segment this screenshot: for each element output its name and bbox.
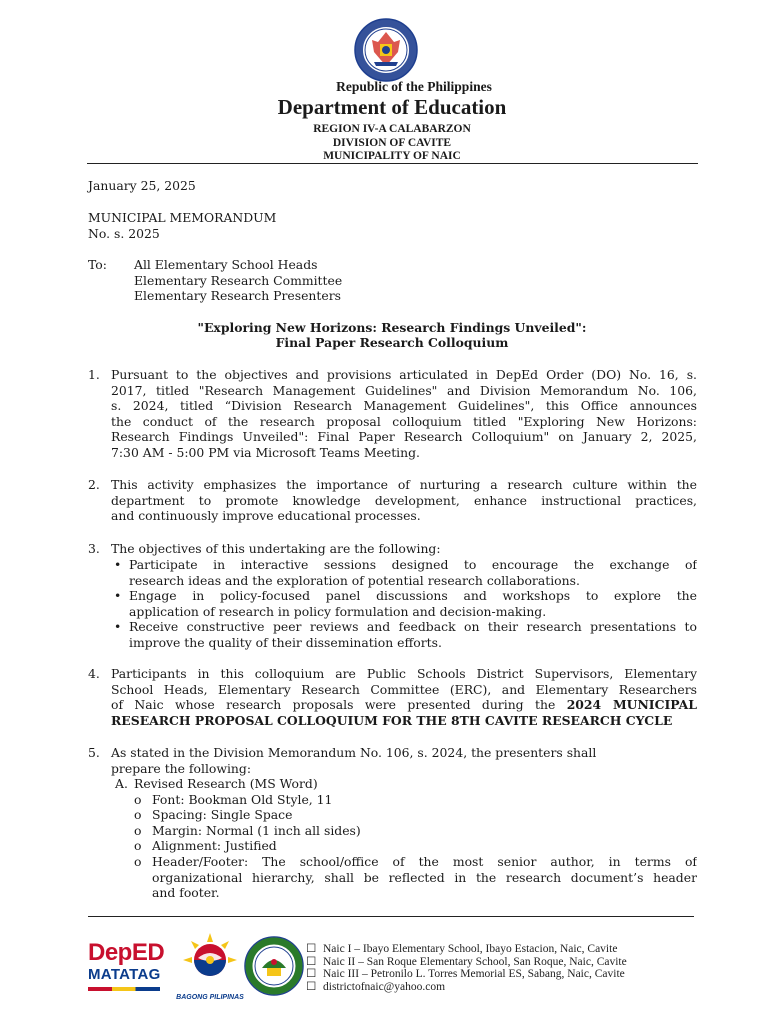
paragraph-3-intro: The objectives of this undertaking are the following: bbox=[111, 541, 441, 556]
circle-marker-icon: o bbox=[134, 823, 142, 838]
paragraph-number: 5. bbox=[88, 745, 100, 760]
recipient: Elementary Research Committee bbox=[134, 273, 343, 288]
text-line: Research Findings Unveiled": Final Paper Research Colloquium" on January 2, 2025, bbox=[111, 429, 697, 445]
paragraph-number: 4. bbox=[88, 666, 100, 681]
format-item: Alignment: Justified bbox=[152, 838, 277, 853]
footer-divider bbox=[88, 916, 694, 917]
paragraph-4 bbox=[111, 666, 697, 728]
bullet-icon: • bbox=[114, 557, 122, 572]
bullet-icon: • bbox=[114, 619, 122, 634]
text-line: 2017, titled "Research Management Guidelines" and Division Memorandum No. 106, bbox=[111, 382, 697, 398]
region-line: REGION IV-A CALABARZON bbox=[313, 123, 471, 135]
text-line: and footer. bbox=[152, 885, 220, 901]
objective-item bbox=[129, 588, 697, 619]
department-title: Department of Education bbox=[277, 95, 507, 119]
republic-line: Republic of the Philippines bbox=[336, 79, 492, 94]
contact-line: Naic I – Ibayo Elementary School, Ibayo Estacion, Naic, Cavite bbox=[323, 943, 618, 955]
contact-email[interactable]: districtofnaic@yahoo.com bbox=[323, 981, 446, 993]
paragraph-number: 2. bbox=[88, 477, 100, 492]
text-line: the conduct of the research proposal colloquium titled "Exploring New Horizons: bbox=[111, 413, 697, 429]
memo-title-line2: Final Paper Research Colloquium bbox=[275, 335, 509, 350]
contact-line: Naic II – San Roque Elementary School, San Roque, Naic, Cavite bbox=[323, 956, 627, 968]
memo-date: January 25, 2025 bbox=[88, 178, 196, 193]
recipient: All Elementary School Heads bbox=[134, 257, 318, 272]
objective-item bbox=[129, 619, 697, 650]
email-icon: ☐ bbox=[306, 981, 317, 993]
memo-number: No. s. 2025 bbox=[88, 226, 160, 241]
text-line: Engage in policy-focused panel discussions and workshops to explore the bbox=[129, 588, 697, 603]
district-seal bbox=[244, 936, 304, 996]
text-line: department to promote knowledge development, enhance instructional practices, bbox=[111, 492, 697, 508]
text-line: research ideas and the exploration of potential research collaborations. bbox=[129, 572, 580, 588]
paragraph-2 bbox=[111, 477, 697, 524]
paragraph-1 bbox=[111, 367, 697, 461]
matatag-wordmark: MATATAG bbox=[88, 966, 161, 983]
deped-seal bbox=[354, 18, 418, 82]
paragraph-5 bbox=[111, 745, 697, 776]
text-line: Header/Footer: The school/office of the most senior author, in terms of bbox=[152, 854, 697, 869]
recipient: Elementary Research Presenters bbox=[134, 288, 342, 303]
memo-title-line1: "Exploring New Horizons: Research Findings Unveiled": bbox=[197, 320, 587, 335]
text-line: Pursuant to the objectives and provisions articulated in DepEd Order (DO) No. 16, s. bbox=[111, 367, 697, 382]
circle-marker-icon: o bbox=[134, 792, 142, 807]
bold-event-name: RESEARCH PROPOSAL COLLOQUIUM FOR THE 8TH CAVITE RESEARCH CYCLE bbox=[111, 712, 673, 728]
text-line: School Heads, Elementary Research Committee (ERC), and Elementary Researchers bbox=[111, 681, 697, 697]
text-line: application of research in policy formulation and decision-making. bbox=[129, 603, 547, 619]
memo-type: MUNICIPAL MEMORANDUM bbox=[88, 210, 277, 225]
objective-item bbox=[129, 557, 697, 588]
format-item: Margin: Normal (1 inch all sides) bbox=[152, 823, 361, 838]
text-line: prepare the following: bbox=[111, 760, 252, 776]
circle-marker-icon: o bbox=[134, 807, 142, 822]
bold-event-name: 2024 MUNICIPAL bbox=[566, 697, 697, 713]
bullet-icon: • bbox=[114, 588, 122, 603]
contact-icon: ☐ bbox=[306, 968, 317, 980]
text-line: 7:30 AM - 5:00 PM via Microsoft Teams Meeting. bbox=[111, 444, 420, 460]
format-item: Spacing: Single Space bbox=[152, 807, 293, 822]
deped-wordmark: DepED bbox=[88, 939, 165, 966]
deped-matatag-logo bbox=[88, 940, 170, 1000]
format-item: Font: Bookman Old Style, 11 bbox=[152, 792, 333, 807]
bagong-pilipinas-logo bbox=[176, 932, 244, 1000]
contact-line: Naic III – Petronilo L. Torres Memorial ES, Sabang, Naic, Cavite bbox=[323, 968, 625, 980]
paragraph-number: 1. bbox=[88, 367, 100, 382]
text-line: Participants in this colloquium are Public Schools District Supervisors, Elementary bbox=[111, 666, 697, 681]
to-label: To: bbox=[88, 257, 107, 272]
division-line: DIVISION OF CAVITE bbox=[332, 137, 452, 149]
text-line: and continuously improve educational processes. bbox=[111, 508, 421, 524]
text-line: organizational hierarchy, shall be reflected in the research document’s header bbox=[152, 869, 697, 885]
contact-icon: ☐ bbox=[306, 943, 317, 955]
format-item bbox=[152, 854, 697, 901]
contact-icon: ☐ bbox=[306, 956, 317, 968]
bagong-wordmark: BAGONG PILIPINAS bbox=[176, 994, 244, 1001]
text-line: As stated in the Division Memorandum No. 106, s. 2024, the presenters shall bbox=[111, 745, 597, 760]
text-line bbox=[111, 697, 697, 713]
matatag-bar bbox=[88, 987, 160, 991]
sub-label: A. bbox=[115, 776, 128, 791]
letterhead-divider bbox=[87, 163, 698, 164]
text-line: Participate in interactive sessions designed to encourage the exchange of bbox=[129, 557, 697, 572]
circle-marker-icon: o bbox=[134, 854, 142, 869]
text-line: improve the quality of their dissemination efforts. bbox=[129, 634, 442, 650]
paragraph-number: 3. bbox=[88, 541, 100, 556]
text-line: Receive constructive peer reviews and feedback on their research presentations to bbox=[129, 619, 697, 634]
sub-title: Revised Research (MS Word) bbox=[134, 776, 318, 791]
municipality-line: MUNICIPALITY OF NAIC bbox=[323, 150, 461, 162]
text-line: s. 2024, titled “Division Research Management Guidelines", this Office announces bbox=[111, 398, 697, 414]
text-segment: of Naic whose research proposals were presented during the bbox=[111, 697, 556, 713]
text-line: This activity emphasizes the importance of nurturing a research culture within the bbox=[111, 477, 697, 492]
circle-marker-icon: o bbox=[134, 838, 142, 853]
